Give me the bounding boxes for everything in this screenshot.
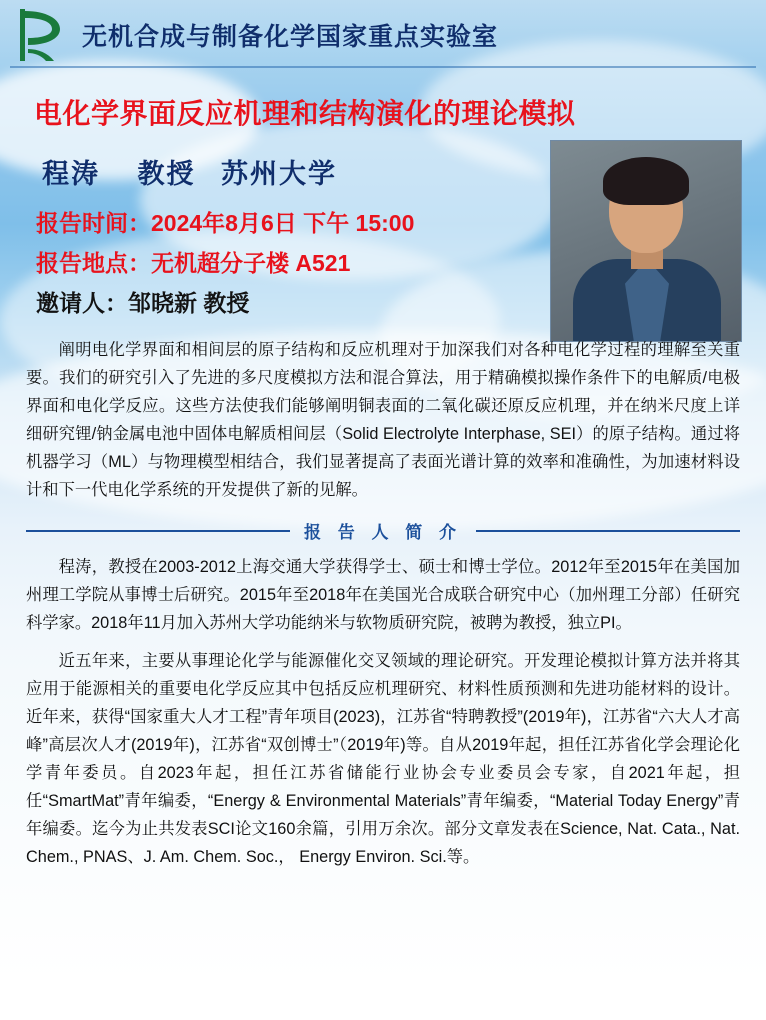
bio-divider-right — [476, 530, 740, 532]
lab-name: 无机合成与制备化学国家重点实验室 — [82, 23, 499, 51]
speaker-rank: 教授 — [137, 159, 196, 189]
talk-title: 电化学界面反应机理和结构演化的理论模拟 — [34, 98, 576, 129]
abstract-text: 阐明电化学界面和相间层的原子结构和反应机理对于加深我们对各种电化学过程的理解至关重要。我们的研究引入了先进的多尺度模拟方法和混合算法，用于精确模拟操作条件下的电解质/电极界面和电化学反应。这些方法使我们能够阐明铜表面的二氧化碳还原反应机理，并在纳米尺度上详细研究锂/钠金属电池中固体电解质相间层（Solid Electrolyte Interphase, SEI）的原子结构。通过将机器学习（ML）与物理模型相结合，我们显著提高了表面光谱计算的效率和准确性，为加速材料设计和下一代电化学系统的开发提供了新的见解。 — [26, 341, 740, 500]
talk-host-label: 邀请人： — [36, 290, 128, 316]
bio-paragraph: 程涛，教授在2003-2012上海交通大学获得学士、硕士和博士学位。2012年至2015年在美国加州理工学院从事博士后研究。2015年至2018年在美国光合成联合研究中心（加州理工分部）任研究科学家。2018年11月加入苏州大学功能纳米与软物质研究院，被聘为教授，独立PI。 — [26, 558, 740, 633]
talk-place-value: 无机超分子楼 A521 — [151, 250, 351, 276]
speaker-affiliation: 苏州大学 — [221, 159, 338, 189]
talk-time-value: 2024年8月6日 下午 15:00 — [151, 210, 415, 236]
jlu-lab-logo-icon — [16, 7, 68, 63]
talk-host-value: 邹晓新 教授 — [128, 290, 250, 316]
header-divider — [10, 66, 756, 68]
talk-place-label: 报告地点： — [36, 250, 151, 276]
poster-header — [0, 0, 766, 70]
bio-paragraph: 近五年来，主要从事理论化学与能源催化交叉领域的理论研究。开发理论模拟计算方法并将其应用于能源相关的重要电化学反应其中包括反应机理研究、材料性质预测和先进功能材料的设计。近年来，获得“国家重大人才工程”青年项目(2023)，江苏省“特聘教授”(2019年)，江苏省“六大人才高峰”高层次人才(2019年)，江苏省“双创博士”（2019年)等。自从2019年起，担任江苏省化学会理论化学青年委员。自2023年起，担任江苏省储能行业协会专业委员会专家，自2021年起，担任“SmartMat”青年编委，“Energy & Environmental Materials”青年编委，“Material Today Energy”青年编委。迄今为止共发表SCI论文160余篇，引用万余次。部分文章发表在Science, Nat. Cata., Nat. Chem., PNAS、J. Am. Chem. Soc.， Energy Environ. Sci.等。 — [26, 652, 740, 867]
bio-section-title: 报 告 人 简 介 — [304, 523, 462, 543]
speaker-portrait — [550, 140, 742, 342]
talk-time-label: 报告时间： — [36, 210, 151, 236]
portrait-hair — [603, 157, 689, 205]
bio-divider-left — [26, 530, 290, 532]
speaker-name: 程涛 — [42, 159, 100, 189]
bio-section-header — [26, 518, 740, 543]
